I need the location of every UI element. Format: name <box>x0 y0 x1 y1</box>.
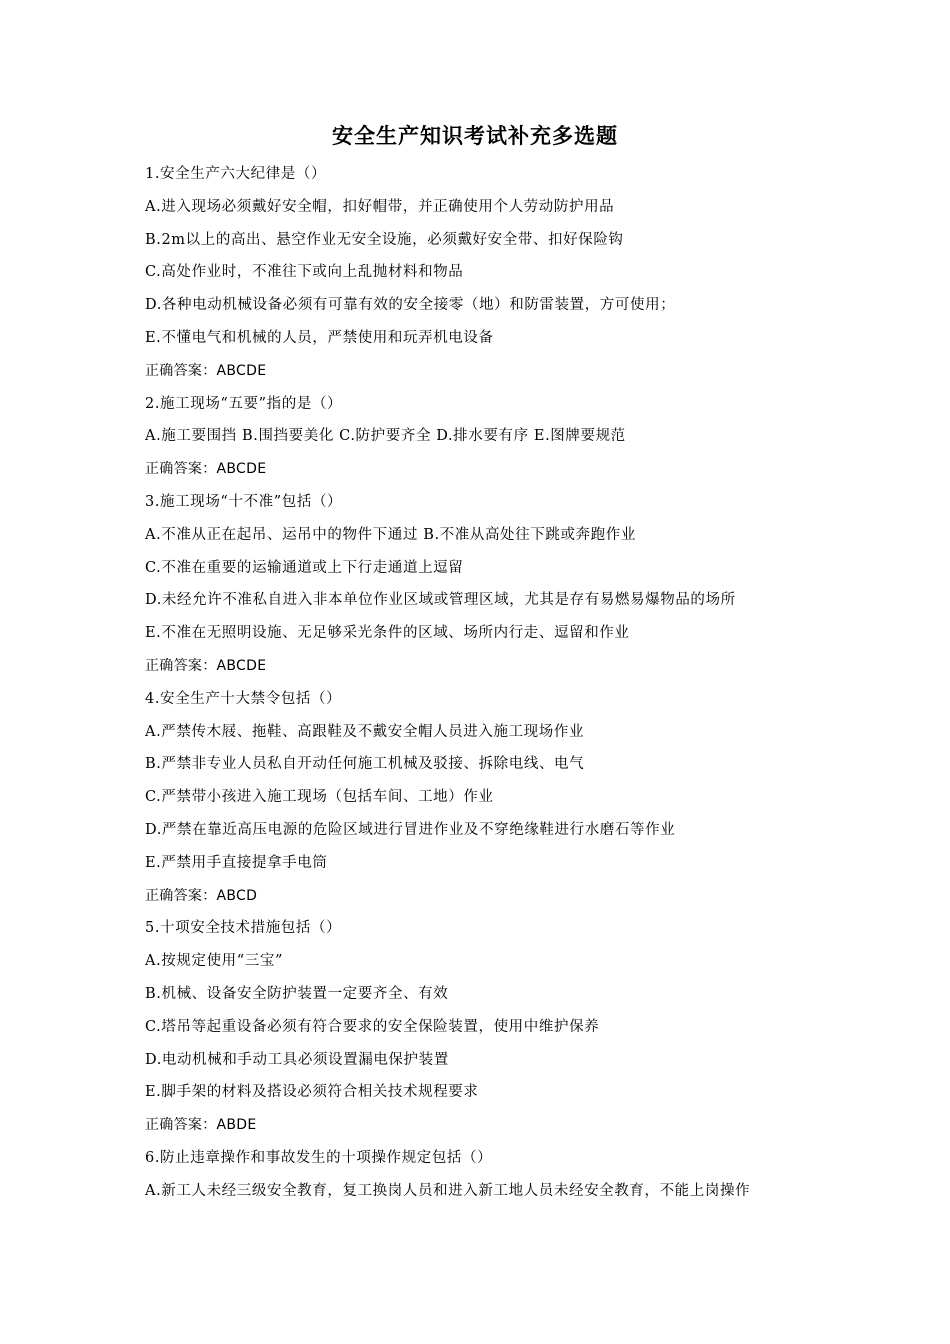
option-line: B.2m以上的高出、悬空作业无安全设施，必须戴好安全带、扣好保险钩 <box>145 231 624 248</box>
question-1: 1.安全生产六大纪律是（） <box>145 166 327 182</box>
answer-line: 正确答案：ABCD <box>145 887 258 904</box>
option-line: A.不准从正在起吊、运吊中的物件下通过 B.不准从高处往下跳或奔跑作业 <box>145 526 636 543</box>
option-line: D.各种电动机械设备必须有可靠有效的安全接零（地）和防雷装置，方可使用； <box>145 297 676 314</box>
option-line: A.新工人未经三级安全教育，复工换岗人员和进入新工地人员未经安全教育，不能上岗操作 <box>145 1182 751 1199</box>
option-line: E.不准在无照明设施、无足够采光条件的区域、场所内行走、逗留和作业 <box>145 625 630 642</box>
question-6: 6.防止违章操作和事故发生的十项操作规定包括（） <box>145 1149 493 1166</box>
document-title: 安全生产知识考试补充多选题 <box>332 123 618 148</box>
option-line: E.严禁用手直接提拿手电筒 <box>145 854 328 871</box>
option-line: C.严禁带小孩进入施工现场（包括车间、工地）作业 <box>145 789 494 806</box>
option-line: C.塔吊等起重设备必须有符合要求的安全保险装置，使用中维护保养 <box>145 1018 600 1035</box>
option-line: A.施工要围挡 B.围挡要美化 C.防护要齐全 D.排水要有序 E.图牌要规范 <box>145 428 626 445</box>
option-line: A.进入现场必须戴好安全帽，扣好帽带，并正确使用个人劳动防护用品 <box>145 198 615 215</box>
option-line: B.机械、设备安全防护装置一定要齐全、有效 <box>145 985 449 1002</box>
question-3: 3.施工现场“十不准”包括（） <box>145 493 343 510</box>
option-line: C.高处作业时，不准往下或向上乱抛材料和物品 <box>145 264 464 281</box>
document-body <box>145 158 835 1208</box>
question-5: 5.十项安全技术措施包括（） <box>145 920 342 937</box>
option-line: C.不准在重要的运输通道或上下行走通道上逗留 <box>145 559 464 576</box>
option-line: D.严禁在靠近高压电源的危险区域进行冒进作业及不穿绝缘鞋进行水磨石等作业 <box>145 821 676 838</box>
answer-line: 正确答案：ABDE <box>145 1117 257 1134</box>
option-line: E.不懂电气和机械的人员，严禁使用和玩弄机电设备 <box>145 329 494 346</box>
option-line: D.未经允许不准私自进入非本单位作业区域或管理区域，尤其是存有易燃易爆物品的场所 <box>145 592 736 609</box>
answer-line: 正确答案：ABCDE <box>145 657 267 674</box>
question-2: 2.施工现场“五要”指的是（） <box>145 395 343 412</box>
option-line: D.电动机械和手动工具必须设置漏电保护装置 <box>145 1051 449 1068</box>
question-4: 4.安全生产十大禁令包括（） <box>145 690 342 707</box>
answer-line: 正确答案：ABCDE <box>145 362 267 379</box>
option-line: A.严禁传木屐、拖鞋、高跟鞋及不戴安全帽人员进入施工现场作业 <box>145 723 585 740</box>
option-line: A.按规定使用“三宝” <box>145 953 284 970</box>
option-line: B.严禁非专业人员私自开动任何施工机械及驳接、拆除电线、电气 <box>145 756 585 773</box>
option-line: E.脚手架的材料及搭设必须符合相关技术规程要求 <box>145 1084 479 1101</box>
answer-line: 正确答案：ABCDE <box>145 461 267 478</box>
